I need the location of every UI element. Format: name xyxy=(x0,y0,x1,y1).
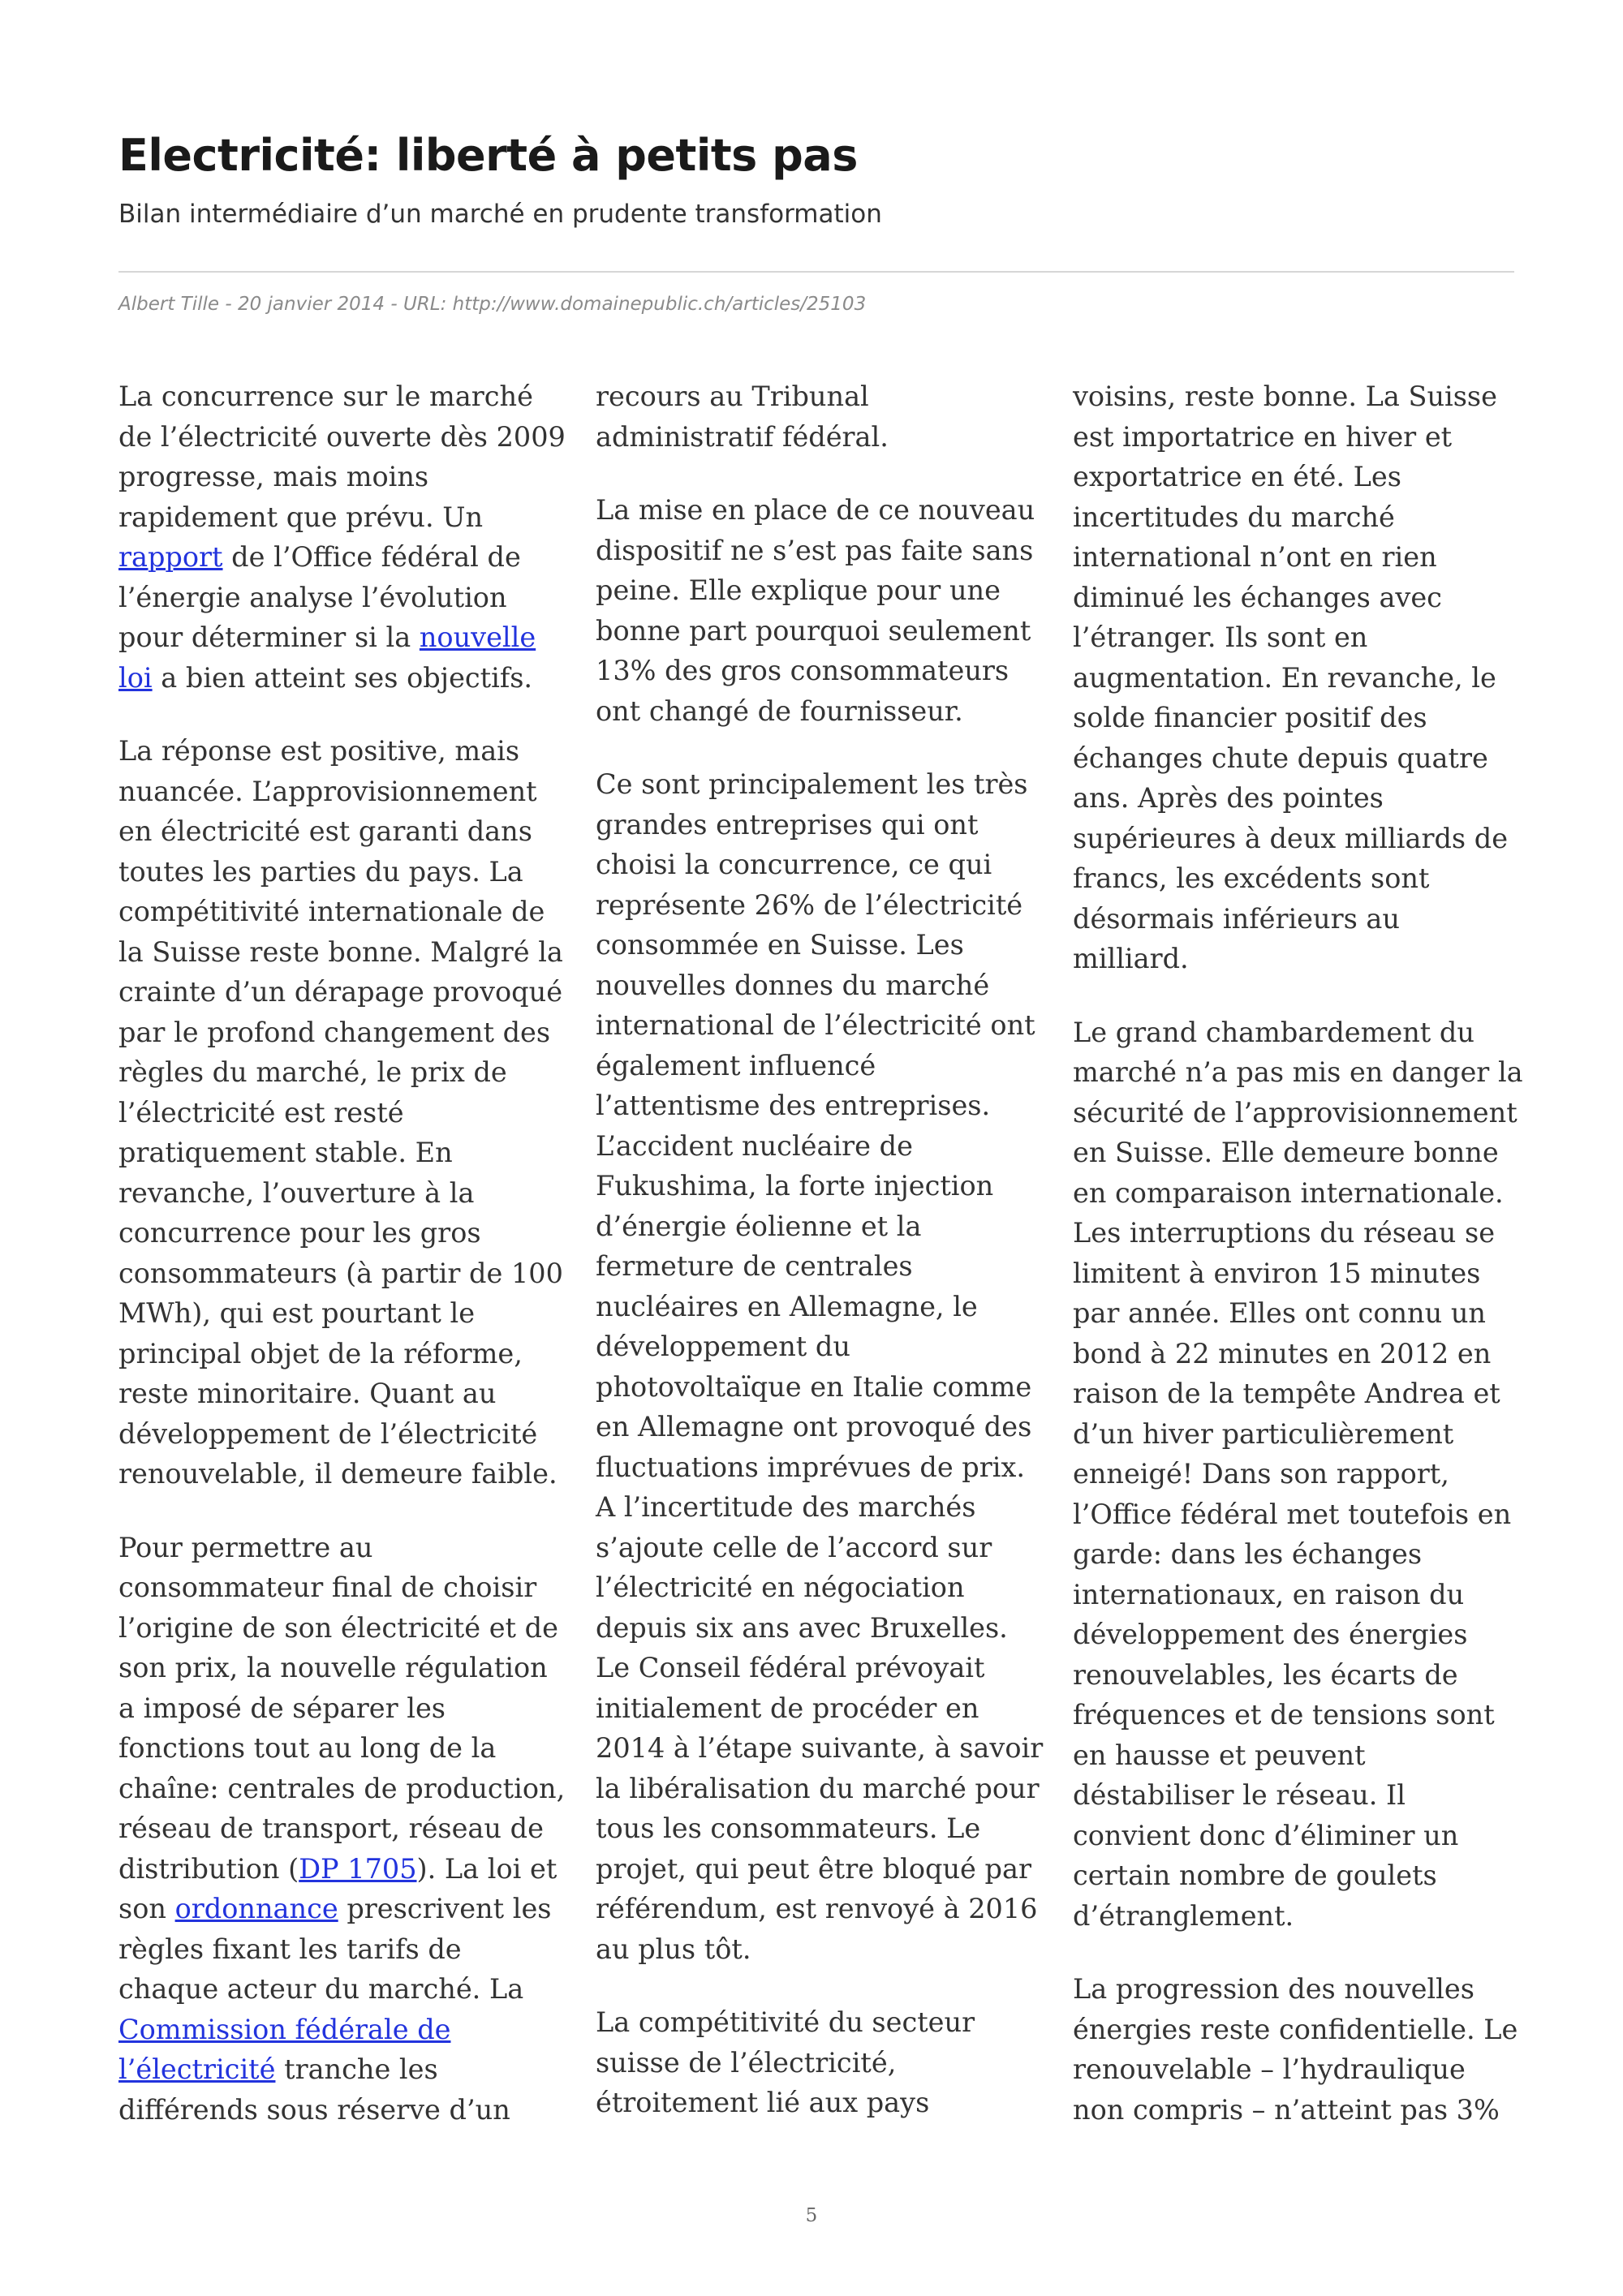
paragraph: Le grand chambardement du marché n’a pas mis en danger la sécurité de l’approvisionnement en Suisse. Elle demeure bonne en comparaison internationale. Les interruptions du réseau se limitent à environ 15 minutes par année. Elles ont connu un bond à 22 minutes en 2012 en raison de la tempête Andrea et d’un hiver particulièrement enneigé! Dans son rapport, l’Office fédéral met toutefois en garde: dans les échanges internationaux, en raison du développement des énergies renouvelables, les écarts de fréquences et de tensions sont en hausse et peuvent déstabiliser le réseau. Il convient donc d’éliminer un certain nombre de goulets d’étranglement. xyxy=(1073,1016,1523,1932)
article-meta: Albert Tille - 20 janvier 2014 - URL: http://www.domainepublic.ch/articles/25103 xyxy=(118,294,867,315)
paragraph: recours au Tribunal administratif fédéral. xyxy=(596,381,889,453)
paragraph: voisins, reste bonne. La Suisse est importatrice en hiver et exportatrice en été. Les incertitudes du marché international n’ont en rien diminué les échanges avec l’étranger. Ils sont en augmentation. En revanche, le solde financier positif des échanges chute depuis quatre ans. Après des pointes supérieures à deux milliards de francs, les excédents sont désormais inférieurs au milliard. xyxy=(1073,381,1509,974)
paragraph: La progression des nouvelles énergies reste confidentielle. Le renouvelable – l’hydraulique non compris – n’atteint pas 3% xyxy=(1073,1973,1518,2126)
rapport-link[interactable]: rapport xyxy=(118,541,223,573)
article-title: Electricité: liberté à petits pas xyxy=(118,130,858,181)
dp-1705-link[interactable]: DP 1705 xyxy=(299,1852,417,1885)
paragraph: Ce sont principalement les très grandes entreprises qui ont choisi la concurrence, ce qui représente 26% de l’électricité consommée en Suisse. Les nouvelles donnes du marché international de l’électricité ont également influencé l’attentisme des entreprises. L’accident nucléaire de Fukushima, la forte injection d’énergie éolienne et la fermeture de centrales nucléaires en Allemagne, le développement du photovoltaïque en Italie comme en Allemagne ont provoqué des fluctuations imprévues de prix. A l’incertitude des marchés s’ajoute celle de l’accord sur l’électricité en négociation depuis six ans avec Bruxelles. Le Conseil fédéral prévoyait initialement de procéder en 2014 à l’étape suivante, à savoir la libéralisation du marché pour tous les consommateurs. Le projet, qui peut être bloqué par référendum, est renvoyé à 2016 au plus tôt. xyxy=(596,768,1044,1965)
page-number: 5 xyxy=(805,2205,818,2226)
ordonnance-link[interactable]: ordonnance xyxy=(174,1893,338,1924)
text-column-3 xyxy=(1073,376,1523,2163)
paragraph: La compétitivité du secteur suisse de l’électricité, étroitement lié aux pays xyxy=(596,2006,975,2118)
text-column-1 xyxy=(118,376,569,2163)
paragraph: La mise en place de ce nouveau dispositif ne s’est pas faite sans peine. Elle explique pour une bonne part pourquoi seulement 13% des gros consommateurs ont changé de fournisseur. xyxy=(596,494,1035,727)
header-divider xyxy=(118,271,1514,273)
paragraph: Pour permettre au consommateur final de choisir l’origine de son électricité et de son prix, la nouvelle régulation a imposé de séparer les fonctions tout au long de la chaîne: centrales de production, réseau de transport, réseau de distribution (DP 1705). La loi et son ordonnance prescrivent les règles fixant les tarifs de chaque acteur du marché. La Commission fédérale de l’électricité tranche les différends sous réserve d’un xyxy=(118,1531,566,2126)
text-column-2 xyxy=(596,376,1046,2156)
paragraph: La réponse est positive, mais nuancée. L’approvisionnement en électricité est garanti dans toutes les parties du pays. La compétitivité internationale de la Suisse reste bonne. Malgré la crainte d’un dérapage provoqué par le profond changement des règles du marché, le prix de l’électricité est resté pratiquement stable. En revanche, l’ouverture à la concurrence pour les gros consommateurs (à partir de 100 MWh), qui est pourtant le principal objet de la réforme, reste minoritaire. Quant au développement de l’électricité renouvelable, il demeure faible. xyxy=(118,735,563,1490)
article-subtitle: Bilan intermédiaire d’un marché en prudente transformation xyxy=(118,200,882,229)
paragraph: La concurrence sur le marché de l’électricité ouverte dès 2009 progresse, mais moins rapidement que prévu. Un rapport de l’Office fédéral de l’énergie analyse l’évolution pour déterminer si la nouvelle loi a bien atteint ses objectifs. xyxy=(118,381,566,694)
nouvelle-loi-link[interactable]: nouvelle loi xyxy=(118,621,536,694)
commission-federale-link[interactable]: Commission fédérale de l’électricité xyxy=(118,2013,451,2085)
